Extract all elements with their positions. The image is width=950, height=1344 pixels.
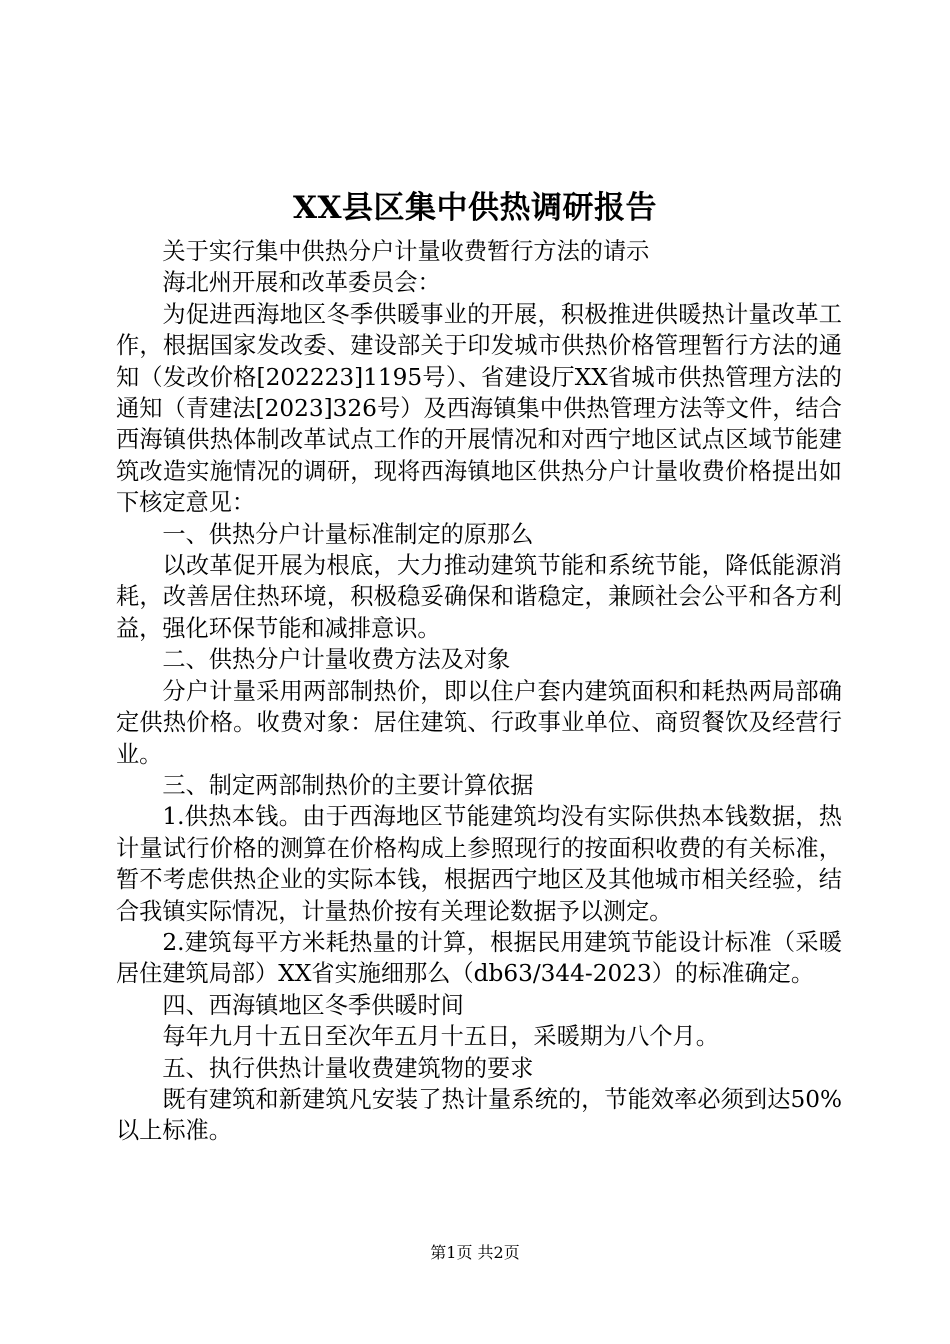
paragraph-addressee: 海北州开展和改革委员会： bbox=[162, 269, 441, 297]
paragraph-section-3-item-1: 1.供热本钱。由于西海地区节能建筑均没有实际供热本钱数据，热计量试行价格的测算在价格构成上参照现行的按面积收费的有关标准，暂不考虑供热企业的实际本钱，根据西宁地区及其他城市相关经验，结合我镇实际情况，计量热价按有关理论数据予以测定。 bbox=[116, 803, 842, 925]
paragraph-section-2: 分户计量采用两部制热价，即以住户套内建筑面积和耗热两局部确定供热价格。收费对象：居住建筑、行政事业单位、商贸餐饮及经营行业。 bbox=[116, 677, 842, 768]
section-heading-1: 一、供热分户计量标准制定的原那么 bbox=[162, 520, 534, 548]
document-title: XX县区集中供热调研报告 bbox=[292, 190, 658, 226]
section-heading-5: 五、执行供热计量收费建筑物的要求 bbox=[162, 1054, 534, 1082]
paragraph-section-5: 既有建筑和新建筑凡安装了热计量系统的，节能效率必须到达50%以上标准。 bbox=[116, 1085, 842, 1145]
section-heading-3: 三、制定两部制热价的主要计算依据 bbox=[162, 771, 534, 799]
page-indicator: 第1页 共2页 bbox=[430, 1243, 520, 1262]
paragraph-intro: 为促进西海地区冬季供暖事业的开展，积极推进供暖热计量改革工作，根据国家发改委、建设部关于印发城市供热价格管理暂行方法的通知（发改价格[202223]1195号）、省建设厅XX省城市供热管理方法的通知（青建法[2023]326号）及西海镇集中供热管理方法等文件，结合西海镇供热体制改革试点工作的开展情况和对西宁地区试点区域节能建筑改造实施情况的调研，现将西海镇地区供热分户计量收费价格提出如下核定意见： bbox=[116, 300, 842, 517]
paragraph-section-4: 每年九月十五日至次年五月十五日，采暖期为八个月。 bbox=[162, 1023, 719, 1051]
paragraph-section-3-item-2: 2.建筑每平方米耗热量的计算，根据民用建筑节能设计标准（采暖居住建筑局部）XX省实施细那么（db63/344-2023）的标准确定。 bbox=[116, 928, 842, 988]
section-heading-2: 二、供热分户计量收费方法及对象 bbox=[162, 646, 511, 674]
section-heading-4: 四、西海镇地区冬季供暖时间 bbox=[162, 991, 464, 1019]
paragraph-request-title: 关于实行集中供热分户计量收费暂行方法的请示 bbox=[162, 238, 650, 265]
document-body bbox=[116, 236, 842, 1147]
paragraph-section-1: 以改革促开展为根底，大力推动建筑节能和系统节能，降低能源消耗，改善居住热环境，积极稳妥确保和谐稳定，兼顾社会公平和各方利益，强化环保节能和减排意识。 bbox=[116, 552, 842, 642]
